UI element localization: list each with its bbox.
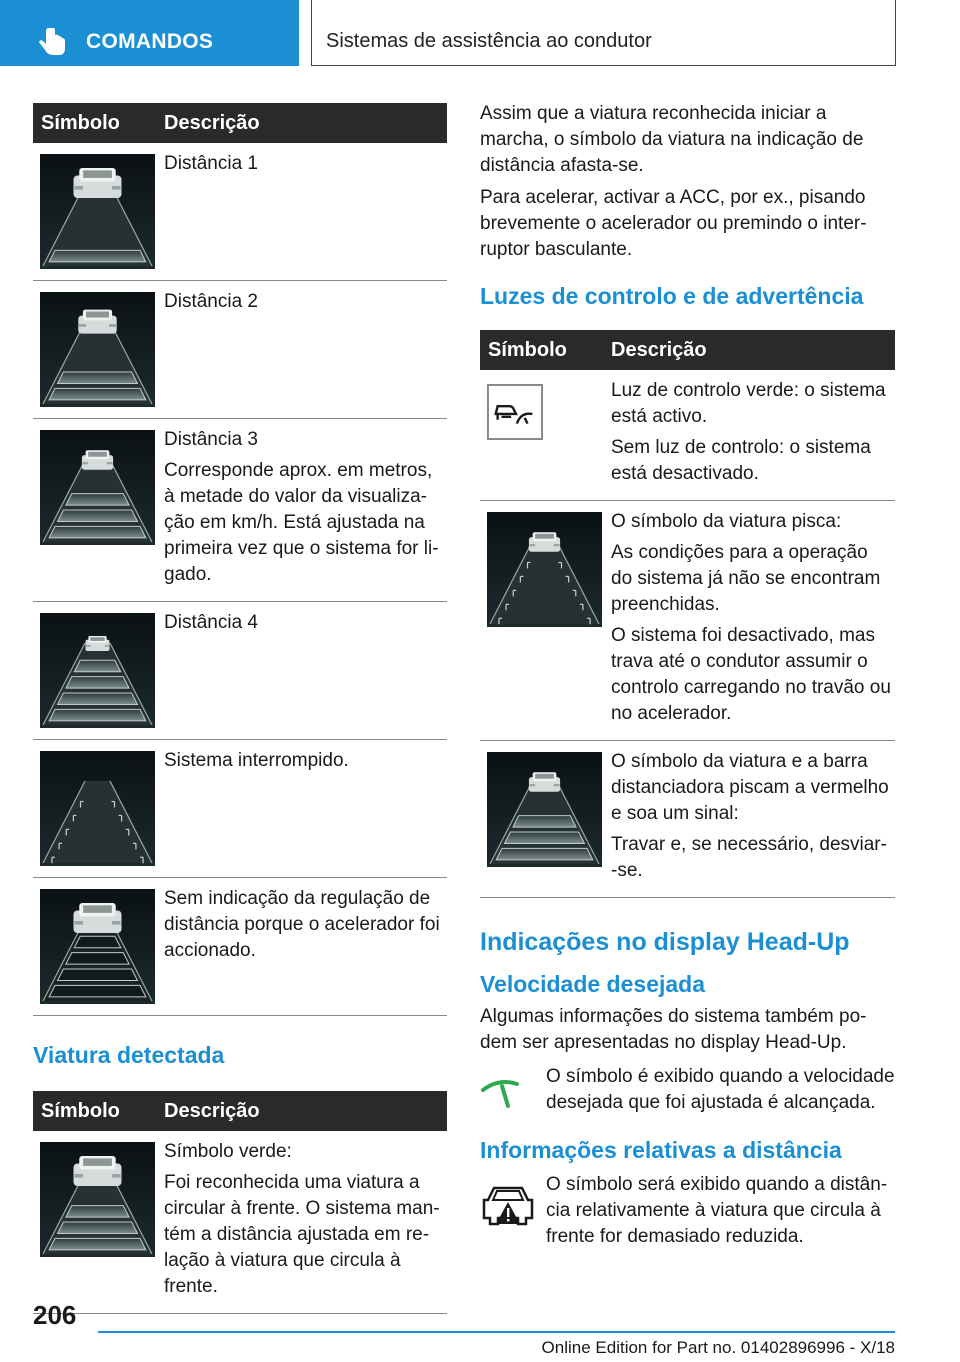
- table-row: [480, 370, 895, 501]
- chapter-title-box: [311, 0, 896, 66]
- control-lights-table: [480, 330, 895, 898]
- row-description: O símbolo da viatura e a barra distanciadora piscam a vermelho e soa um sinal:: [611, 751, 889, 824]
- chapter-title: Sistemas de assistência ao condutor: [326, 30, 652, 52]
- footer-divider: [98, 1331, 895, 1333]
- row-description: Sem luz de controlo: o sistema está desactivado.: [611, 437, 871, 484]
- row-description: Distância 2: [164, 291, 258, 312]
- red-warning-distance-icon: [487, 752, 602, 867]
- row-description: Símbolo verde:: [164, 1141, 292, 1162]
- speed-icon-text: O símbolo é exibido quando a velocidade desejada que foi ajustada é alcançada.: [546, 1066, 895, 1113]
- table-row: [33, 143, 447, 281]
- table-row: [33, 878, 447, 1016]
- page-header: [0, 0, 960, 66]
- speed-icon-row: [480, 1064, 895, 1117]
- table-row: [33, 1131, 447, 1314]
- table-row: [33, 419, 447, 602]
- acc-control-light-icon: [487, 384, 543, 440]
- row-description: Distância 1: [164, 153, 258, 174]
- col-header-description: Descrição: [156, 1091, 447, 1131]
- section-tab-comandos: [0, 0, 299, 66]
- row-description: Travar e, se necessário, desviar--se.: [611, 834, 887, 881]
- page-number: 206: [33, 1300, 77, 1330]
- vehicle-detected-icon: [40, 1142, 155, 1257]
- edition-text: Online Edition for Part no. 01402896996 - X/18: [541, 1338, 895, 1357]
- page-footer: [0, 1290, 960, 1362]
- table-row: [33, 740, 447, 878]
- left-column: [33, 103, 447, 1314]
- table-row: [480, 501, 895, 741]
- speed-paragraph: Algumas informações do sistema também po-dem ser apresentadas no display Head-Up.: [480, 1006, 867, 1053]
- section-title-hud: Indicações no display Head-Up: [480, 928, 850, 956]
- right-column: [480, 101, 895, 1250]
- hand-pointer-icon: [38, 28, 68, 56]
- table-row: [33, 602, 447, 740]
- distance-4-icon: [40, 613, 155, 728]
- distance-1-icon: [40, 154, 155, 269]
- row-description: Distância 4: [164, 612, 258, 633]
- vehicle-flashing-icon: [487, 512, 602, 627]
- col-header-description: Descrição: [156, 103, 447, 143]
- distance-symbols-table: [33, 103, 447, 1016]
- row-description: O símbolo da viatura pisca:: [611, 511, 842, 532]
- desired-speed-icon: [480, 1068, 530, 1112]
- distance-icon-text: O símbolo será exibido quando a distân-cia relativamente à viatura que circula à frente for demasiado reduzida.: [546, 1174, 888, 1247]
- row-description: Corresponde aprox. em metros, à metade do valor da visualiza-ção em km/h. Está ajustada na primeira vez que o sistema for li-gado.: [164, 460, 439, 585]
- distance-2-icon: [40, 292, 155, 407]
- distance-warning-car-icon: [480, 1178, 536, 1232]
- table-row: [33, 281, 447, 419]
- row-description: O sistema foi desactivado, mas trava até o condutor assumir o controlo carregando no travão ou no acelerador.: [611, 625, 891, 724]
- col-header-symbol: Símbolo: [33, 1091, 156, 1131]
- section-label: COMANDOS: [86, 30, 214, 53]
- subsection-title-desired-speed: Velocidade desejada: [480, 971, 706, 997]
- distance-icon-row: [480, 1172, 895, 1250]
- row-description: Distância 3: [164, 429, 258, 450]
- row-description: Foi reconhecida uma viatura a circular à frente. O sistema man-tém a distância ajustada em re-lação à viatura que circula à frente.: [164, 1172, 440, 1297]
- row-description: Sistema interrompido.: [164, 750, 349, 771]
- section-title-vehicle-detected: Viatura detectada: [33, 1042, 225, 1068]
- intro-paragraph: Para acelerar, activar a ACC, por ex., pisando brevemente o acelerador ou premindo o inter-ruptor basculante.: [480, 187, 867, 260]
- subsection-title-distance-info: Informações relativas a distância: [480, 1137, 842, 1163]
- table-row: [480, 741, 895, 898]
- intro-paragraph: Assim que a viatura reconhecida iniciar a marcha, o símbolo da viatura na indicação de distância afasta-se.: [480, 103, 864, 176]
- col-header-symbol: Símbolo: [480, 330, 603, 370]
- col-header-description: Descrição: [603, 330, 895, 370]
- section-title-control-lights: Luzes de controlo e de advertência: [480, 283, 864, 309]
- row-description: Luz de controlo verde: o sistema está activo.: [611, 380, 886, 427]
- no-distance-regulation-icon: [40, 889, 155, 1004]
- row-description: Sem indicação da regulação de distância porque o acelerador foi accionado.: [164, 888, 440, 961]
- distance-3-icon: [40, 430, 155, 545]
- row-description: As condições para a operação do sistema já não se encontram preenchidas.: [611, 542, 881, 615]
- system-interrupted-icon: [40, 751, 155, 866]
- vehicle-detected-table: [33, 1091, 447, 1314]
- col-header-symbol: Símbolo: [33, 103, 156, 143]
